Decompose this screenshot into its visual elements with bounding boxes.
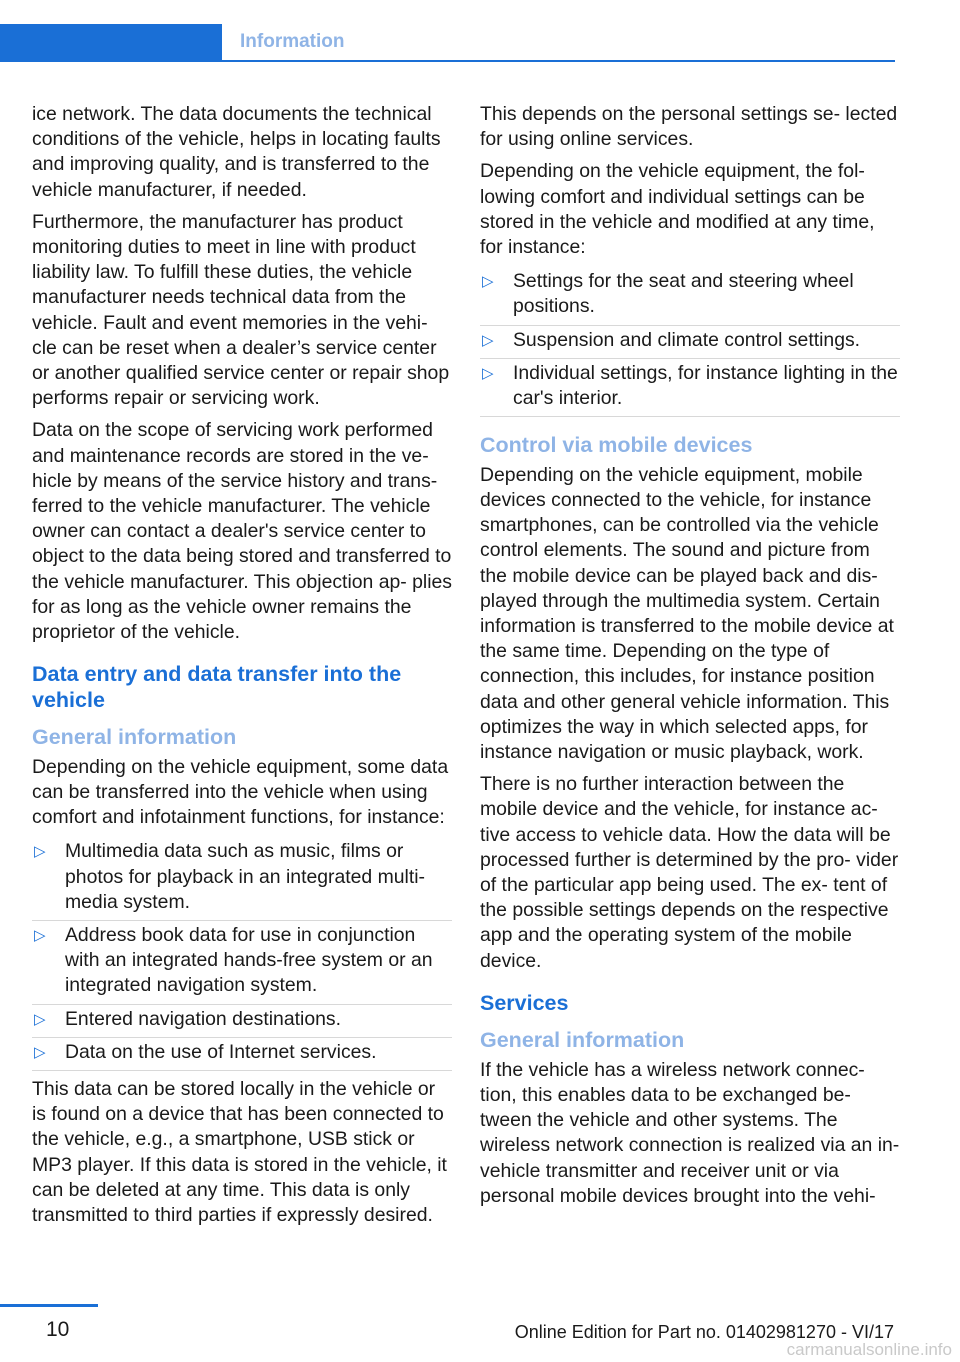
left-column bbox=[32, 102, 452, 1235]
page-number: 10 bbox=[46, 1318, 70, 1341]
paragraph: Depending on the vehicle equipment, mobile devices connected to the vehicle, for instance smartphones, can be controlled via the vehicle control elements. The sound and picture from the mobile device can be played back and dis‐ played through the multimedia system. Certain information is transferred to the mobile device at the same time. Depending on the type of connection, this includes, for instance position data and other general vehicle information. This optimizes the way in which selected apps, for instance navigation or music playback, work. bbox=[480, 463, 894, 763]
list-item bbox=[480, 326, 900, 359]
paragraph: Depending on the vehicle equipment, the fol‐ lowing comfort and individual settings can be stored in the vehicle and modified at any time, for instance: bbox=[480, 160, 875, 259]
list-item-text: Settings for the seat and steering wheel positions. bbox=[513, 270, 854, 318]
subheading-control-mobile-devices: Control via mobile devices bbox=[480, 433, 753, 458]
list-item-text: Address book data for use in conjunction with an integrated hands-free system or an integrated navigation system. bbox=[65, 923, 433, 997]
subheading-general-information: General information bbox=[32, 725, 237, 750]
triangle-bullet-icon: ▷ bbox=[34, 843, 46, 861]
list-item-text: Multimedia data such as music, films or photos for playback in an integrated multi‐ media system. bbox=[65, 840, 426, 913]
subheading-general-information: General information bbox=[480, 1028, 685, 1053]
triangle-bullet-icon: ▷ bbox=[34, 926, 46, 944]
paragraph: ice network. The data documents the technical conditions of the vehicle, helps in locating faults and improving quality, and is transferred to the vehicle manufacturer, if needed. bbox=[32, 103, 441, 201]
list-item bbox=[32, 1038, 452, 1070]
paragraph: Furthermore, the manufacturer has product monitoring duties to meet in line with product liability law. To fulfill these duties, the vehicle manufacturer needs technical data from the vehicle. Fault and event memories in the vehi‐ cle can be reset when a dealer’s service center or another qualified service center or repair shop performs repair or servicing work. bbox=[32, 210, 450, 410]
paragraph: This depends on the personal settings se‐ lected for using online services. bbox=[480, 103, 898, 151]
list-item bbox=[32, 921, 452, 1005]
list-item-text: Suspension and climate control settings. bbox=[513, 328, 861, 351]
triangle-bullet-icon: ▷ bbox=[482, 331, 494, 349]
bullet-list bbox=[32, 837, 452, 1071]
section-title: Information bbox=[240, 31, 345, 52]
list-item-text: Entered navigation destinations. bbox=[65, 1007, 341, 1030]
triangle-bullet-icon: ▷ bbox=[34, 1043, 46, 1061]
bullet-list bbox=[480, 267, 900, 417]
watermark: carmanualsonline.info bbox=[786, 1340, 952, 1359]
paragraph: There is no further interaction between the mobile device and the vehicle, for instance ac‐ tive access to vehicle data. How the data will be processed further is determined by the pro‐ vider of the particular app being used. The ex‐ tent of the possible settings depends on the respective app and the operating system of the mobile device. bbox=[480, 773, 899, 972]
header-rule bbox=[222, 60, 895, 62]
list-item bbox=[32, 1005, 452, 1038]
paragraph: This data can be stored locally in the vehicle or is found on a device that has been connected to the vehicle, e.g., a smartphone, USB stick or MP3 player. If this data is stored in the vehicle, it can be deleted at any time. This data is only transmitted to third parties if expressly desired. bbox=[32, 1078, 447, 1227]
paragraph: Depending on the vehicle equipment, some data can be transferred into the vehicle when using comfort and infotainment functions, for instance: bbox=[32, 755, 449, 829]
heading-services: Services bbox=[480, 990, 569, 1015]
header-color-block bbox=[0, 24, 222, 62]
list-item bbox=[480, 359, 900, 416]
triangle-bullet-icon: ▷ bbox=[34, 1010, 46, 1028]
triangle-bullet-icon: ▷ bbox=[482, 364, 494, 382]
list-item-text: Individual settings, for instance lighting in the car's interior. bbox=[513, 361, 898, 410]
heading-data-entry: Data entry and data transfer into the vehicle bbox=[32, 662, 402, 712]
list-item bbox=[480, 267, 900, 325]
right-column bbox=[480, 102, 900, 1216]
triangle-bullet-icon: ▷ bbox=[482, 273, 494, 291]
paragraph: If the vehicle has a wireless network connec‐ tion, this enables data to be exchanged be‐ tween the vehicle and other systems. The wireless network connection is realized via an in-vehicle transmitter and receiver unit or via personal mobile devices brought into the vehi‐ bbox=[480, 1058, 900, 1207]
footer-rule bbox=[0, 1304, 98, 1307]
list-item-text: Data on the use of Internet services. bbox=[65, 1040, 377, 1063]
paragraph: Data on the scope of servicing work performed and maintenance records are stored in the ve‐ hicle by means of the service history and trans‐ ferred to the vehicle manufacturer. The vehicle owner can contact a dealer's service center to object to the data being stored and transferred to the vehicle manufacturer. This objection ap‐ plies for as long as the vehicle owner remains the proprietor of the vehicle. bbox=[32, 419, 453, 644]
list-item bbox=[32, 837, 452, 921]
edition-note: Online Edition for Part no. 01402981270 - VI/17 bbox=[514, 1322, 894, 1342]
